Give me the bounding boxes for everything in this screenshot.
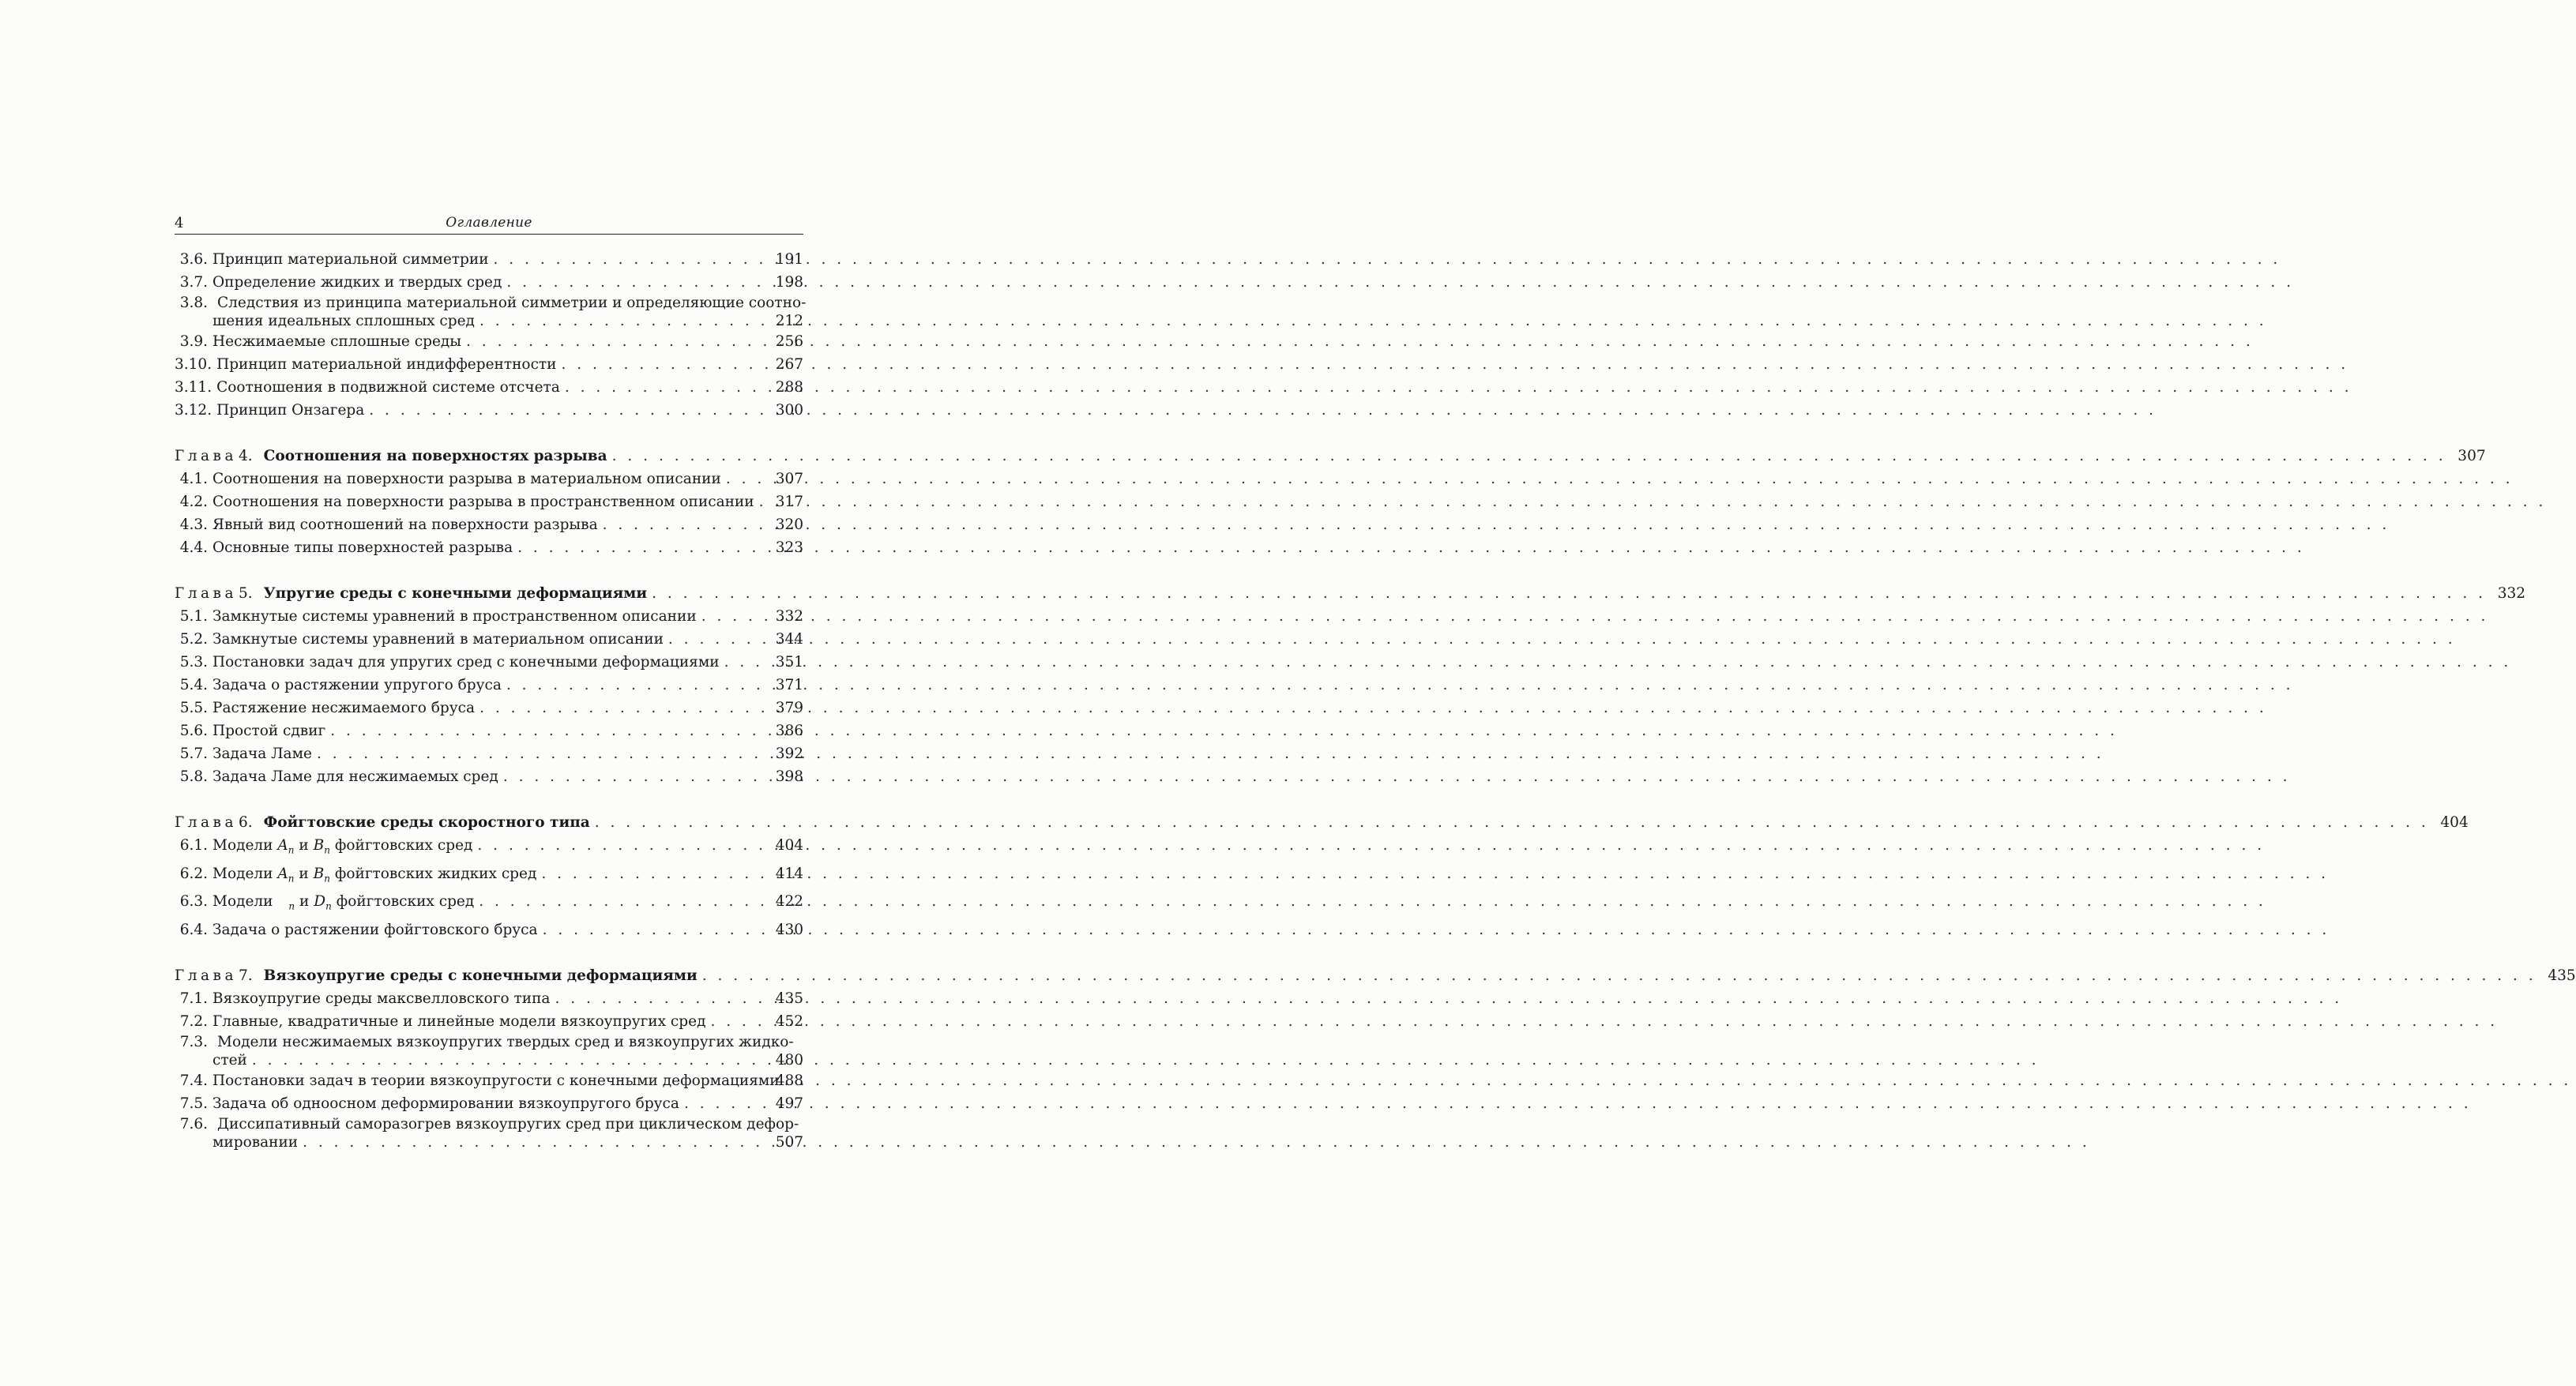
entry-number: 6.1. bbox=[179, 837, 208, 854]
entry-title: Главные, квадратичные и линейные модели вязкоупругих сред bbox=[212, 1013, 706, 1031]
entry-number: 4.2. bbox=[179, 494, 208, 510]
chapter-number: 6. bbox=[238, 814, 253, 831]
dot-leader bbox=[252, 1051, 2040, 1069]
entry-title-line2: шения идеальных сплошных сред bbox=[212, 313, 475, 329]
chapter-page: 404 bbox=[2440, 814, 2469, 831]
toc-entry-3-11[interactable] bbox=[175, 376, 803, 399]
chapter-4-heading[interactable] bbox=[175, 445, 2486, 468]
dot-leader bbox=[479, 697, 2267, 719]
dot-leader bbox=[555, 987, 2342, 1010]
dot-leader bbox=[543, 918, 2330, 941]
dot-leader bbox=[668, 628, 2456, 651]
chapter-number: 5. bbox=[238, 585, 253, 602]
chapter-title: Фойгтовские среды скоростного типа bbox=[263, 814, 590, 831]
entry-number: 6.2. bbox=[179, 865, 208, 882]
entry-number: 3.11. bbox=[175, 379, 212, 396]
chapter-label: Глава bbox=[175, 585, 237, 602]
chapter-title: Соотношения на поверхностях разрыва bbox=[263, 448, 607, 464]
entry-number: 5.6. bbox=[179, 723, 208, 739]
dot-leader bbox=[330, 719, 2118, 742]
dot-leader bbox=[724, 651, 2512, 674]
toc-entry-6-1[interactable] bbox=[175, 834, 803, 862]
entry-page: 386 bbox=[775, 723, 803, 739]
toc-entry-3-7[interactable] bbox=[175, 271, 803, 294]
entry-number: 7.5. bbox=[179, 1095, 208, 1113]
dot-leader bbox=[759, 490, 2547, 513]
entry-title: Основные типы поверхностей разрыва bbox=[212, 539, 513, 556]
entry-page: 307 bbox=[775, 471, 803, 487]
math-subscript: n bbox=[288, 844, 295, 856]
entry-page: 320 bbox=[775, 516, 803, 533]
math-symbol: B bbox=[313, 865, 325, 882]
entry-title: Соотношения на поверхности разрыва в материальном описании bbox=[212, 471, 721, 487]
math-subscript: n bbox=[325, 901, 332, 913]
toc-entry-4-1[interactable] bbox=[175, 468, 803, 490]
entry-title: Замкнутые системы уравнений в материальном описании bbox=[212, 631, 664, 648]
toc-entry-5-2[interactable] bbox=[175, 628, 803, 651]
toc-entry-7-6[interactable] bbox=[175, 1115, 803, 1151]
chapter-page: 435 bbox=[2548, 967, 2576, 985]
dot-leader bbox=[612, 445, 2446, 468]
title-prefix: Модели bbox=[212, 893, 273, 911]
entry-page: 452 bbox=[775, 1013, 803, 1031]
dot-leader bbox=[541, 862, 2329, 885]
entry-title: Постановки задач в теории вязкоупругости с конечными деформациями bbox=[212, 1072, 780, 1090]
entry-title bbox=[212, 890, 474, 918]
entry-title: Принцип материальной симметрии bbox=[212, 251, 489, 268]
chapter-number: 4. bbox=[238, 448, 253, 464]
dot-leader bbox=[479, 890, 2266, 913]
chapter-title: Упругие среды с конечными деформациями bbox=[263, 585, 648, 602]
dot-leader bbox=[317, 742, 2104, 765]
dot-leader bbox=[701, 605, 2489, 628]
toc-entry-4-4[interactable] bbox=[175, 536, 803, 559]
entry-title: Определение жидких и твердых сред bbox=[212, 274, 502, 291]
dot-leader bbox=[562, 353, 2349, 376]
entry-number: 5.8. bbox=[179, 768, 208, 785]
chapter-6-heading[interactable] bbox=[175, 811, 2469, 834]
entry-page: 344 bbox=[775, 631, 803, 648]
entry-title bbox=[212, 834, 472, 862]
entry-page: 435 bbox=[775, 990, 803, 1008]
entry-title: Постановки задач для упругих сред с конечными деформациями bbox=[212, 654, 720, 670]
entry-title-line1: Модели несжимаемых вязкоупругих твердых сред и вязкоупругих жидко- bbox=[217, 1034, 794, 1051]
entry-title: Принцип материальной индифферентности bbox=[216, 356, 557, 373]
entry-title-line2: мировании bbox=[212, 1134, 299, 1151]
chapter-page: 332 bbox=[2497, 585, 2526, 602]
entry-title: Соотношения в подвижной системе отсчета bbox=[216, 379, 560, 396]
toc-entry-6-2[interactable] bbox=[175, 862, 803, 891]
entry-page: 488 bbox=[775, 1072, 803, 1090]
entry-page: 404 bbox=[775, 837, 803, 854]
entry-title: Задача о растяжении фойгтовского бруса bbox=[212, 922, 538, 939]
entry-page: 256 bbox=[775, 333, 803, 350]
entry-title: Соотношения на поверхности разрыва в пространственном описании bbox=[212, 494, 754, 510]
title-suffix: фойгтовских сред bbox=[334, 837, 473, 854]
math-subscript: n bbox=[324, 844, 330, 856]
entry-page: 317 bbox=[775, 494, 803, 510]
toc-entry-4-2[interactable] bbox=[175, 490, 803, 513]
dot-leader bbox=[710, 1010, 2498, 1033]
chapter-page: 307 bbox=[2458, 448, 2486, 464]
toc-entry-3-12[interactable] bbox=[175, 399, 803, 422]
entry-page: 198 bbox=[775, 274, 803, 291]
entry-title: Несжимаемые сплошные среды bbox=[212, 333, 462, 350]
entry-number: 6.4. bbox=[179, 922, 208, 939]
page-number: 4 bbox=[175, 215, 184, 231]
page-header bbox=[175, 213, 803, 235]
entry-title: Принцип Онзагера bbox=[216, 402, 365, 419]
dot-leader bbox=[494, 248, 2281, 271]
dot-leader bbox=[479, 312, 2267, 330]
toc-entry-5-6[interactable] bbox=[175, 719, 803, 742]
entry-number: 6.3. bbox=[179, 893, 208, 911]
entry-number: 5.3. bbox=[179, 654, 208, 670]
entry-page: 422 bbox=[775, 893, 803, 911]
toc-entry-6-3[interactable] bbox=[175, 890, 803, 918]
entry-number: 4.4. bbox=[179, 539, 208, 556]
math-subscript: n bbox=[288, 873, 295, 885]
entry-page: 480 bbox=[775, 1052, 803, 1069]
entry-page: 371 bbox=[775, 677, 803, 693]
math-symbol: B bbox=[313, 837, 325, 854]
entry-title: Задача о растяжении упругого бруса bbox=[212, 677, 502, 693]
entry-number: 5.4. bbox=[179, 677, 208, 693]
entry-number: 7.6. bbox=[179, 1116, 208, 1133]
entry-page: 288 bbox=[775, 379, 803, 396]
math-symbol: D bbox=[314, 893, 326, 911]
entry-number: 3.10. bbox=[175, 356, 212, 373]
math-subscript: n bbox=[288, 901, 295, 913]
math-symbol: A bbox=[277, 837, 288, 854]
math-subscript: n bbox=[324, 873, 330, 885]
entry-page: 323 bbox=[775, 539, 803, 556]
entry-title-line1: Следствия из принципа материальной симметрии и определяющие соотно- bbox=[217, 295, 807, 311]
math-symbol: A bbox=[277, 865, 288, 882]
toc-entry-3-9[interactable] bbox=[175, 330, 803, 353]
entry-page: 497 bbox=[775, 1095, 803, 1113]
entry-title: Вязкоупругие среды максвелловского типа bbox=[212, 990, 551, 1008]
entry-title bbox=[212, 862, 536, 891]
entry-title: Замкнутые системы уравнений в пространственном описании bbox=[212, 608, 697, 625]
toc-entry-7-4[interactable] bbox=[175, 1069, 803, 1092]
entry-title: Задача об одноосном деформировании вязкоупругого бруса bbox=[212, 1095, 679, 1113]
title-conjunction: и bbox=[299, 893, 310, 911]
toc-entry-5-1[interactable] bbox=[175, 605, 803, 628]
toc-entry-7-1[interactable] bbox=[175, 987, 803, 1010]
toc-entry-5-4[interactable] bbox=[175, 674, 803, 697]
entry-number: 7.2. bbox=[179, 1013, 208, 1031]
entry-number: 3.9. bbox=[179, 333, 208, 350]
toc-entry-5-3[interactable] bbox=[175, 651, 803, 674]
toc-entry-5-8[interactable] bbox=[175, 765, 803, 788]
entry-number: 7.3. bbox=[179, 1034, 208, 1051]
dot-leader bbox=[784, 1069, 2572, 1092]
entry-number: 3.7. bbox=[179, 274, 208, 291]
title-suffix: фойгтовских сред bbox=[336, 893, 475, 911]
entry-page: 507 bbox=[775, 1134, 803, 1151]
table-of-contents bbox=[175, 248, 2576, 1151]
dot-leader bbox=[603, 513, 2390, 536]
toc-entry-7-2[interactable] bbox=[175, 1010, 803, 1033]
entry-title: Явный вид соотношений на поверхности разрыва bbox=[212, 516, 598, 533]
toc-entry-5-5[interactable] bbox=[175, 697, 803, 719]
toc-entry-5-7[interactable] bbox=[175, 742, 803, 765]
entry-number: 3.8. bbox=[179, 295, 208, 311]
running-title: Оглавление bbox=[446, 215, 532, 231]
chapter-label: Глава bbox=[175, 448, 237, 464]
title-suffix: фойгтовских жидких сред bbox=[334, 865, 537, 882]
dot-leader bbox=[477, 834, 2265, 857]
title-conjunction: и bbox=[299, 865, 309, 882]
entry-page: 212 bbox=[775, 313, 803, 329]
dot-leader bbox=[369, 399, 2157, 422]
entry-number: 4.3. bbox=[179, 516, 208, 533]
entry-number: 3.12. bbox=[175, 402, 212, 419]
toc-entry-6-4[interactable] bbox=[175, 918, 803, 941]
chapter-5-heading[interactable] bbox=[175, 582, 2526, 605]
dot-leader bbox=[684, 1092, 2472, 1115]
entry-title: Растяжение несжимаемого бруса bbox=[212, 700, 476, 716]
toc-entry-7-3[interactable] bbox=[175, 1033, 803, 1069]
toc-entry-4-3[interactable] bbox=[175, 513, 803, 536]
dot-leader bbox=[702, 964, 2537, 987]
entry-title: Задача Ламе для несжимаемых сред bbox=[212, 768, 498, 785]
entry-number: 3.6. bbox=[179, 251, 208, 268]
dot-leader bbox=[565, 376, 2352, 399]
entry-number: 7.4. bbox=[179, 1072, 208, 1090]
dot-leader bbox=[652, 582, 2486, 605]
dot-leader bbox=[726, 468, 2514, 490]
entry-page: 351 bbox=[775, 654, 803, 670]
entry-title: Простой сдвиг bbox=[212, 723, 326, 739]
entry-number: 4.1. bbox=[179, 471, 208, 487]
dot-leader bbox=[595, 811, 2429, 834]
entry-title-line1: Диссипативный саморазогрев вязкоупругих сред при циклическом дефор- bbox=[217, 1116, 799, 1133]
title-prefix: Модели bbox=[212, 837, 273, 854]
entry-page: 300 bbox=[775, 402, 803, 419]
entry-page: 191 bbox=[775, 251, 803, 268]
entry-page: 430 bbox=[775, 922, 803, 939]
dot-leader bbox=[303, 1133, 2090, 1151]
chapter-label: Глава bbox=[175, 967, 237, 985]
toc-entry-3-10[interactable] bbox=[175, 353, 803, 376]
chapter-7-heading[interactable] bbox=[175, 964, 2576, 987]
entry-title: Задача Ламе bbox=[212, 746, 312, 762]
chapter-label: Глава bbox=[175, 814, 237, 831]
entry-number: 5.7. bbox=[179, 746, 208, 762]
entry-page: 332 bbox=[775, 608, 803, 625]
title-conjunction: и bbox=[299, 837, 309, 854]
entry-page: 379 bbox=[775, 700, 803, 716]
entry-number: 5.1. bbox=[179, 608, 208, 625]
entry-number: 7.1. bbox=[179, 990, 208, 1008]
entry-page: 398 bbox=[775, 768, 803, 785]
entry-page: 392 bbox=[775, 746, 803, 762]
entry-title-line2: стей bbox=[212, 1052, 247, 1069]
toc-entry-3-6[interactable] bbox=[175, 248, 803, 271]
toc-entry-3-8[interactable] bbox=[175, 294, 807, 330]
chapter-number: 7. bbox=[238, 967, 253, 985]
entry-page: 414 bbox=[775, 865, 803, 882]
entry-number: 5.2. bbox=[179, 631, 208, 648]
entry-number: 5.5. bbox=[179, 700, 208, 716]
dot-leader bbox=[466, 330, 2254, 353]
toc-entry-7-5[interactable] bbox=[175, 1092, 803, 1115]
chapter-title: Вязкоупругие среды с конечными деформациями bbox=[263, 967, 698, 985]
entry-page: 267 bbox=[775, 356, 803, 373]
title-prefix: Модели bbox=[212, 865, 273, 882]
